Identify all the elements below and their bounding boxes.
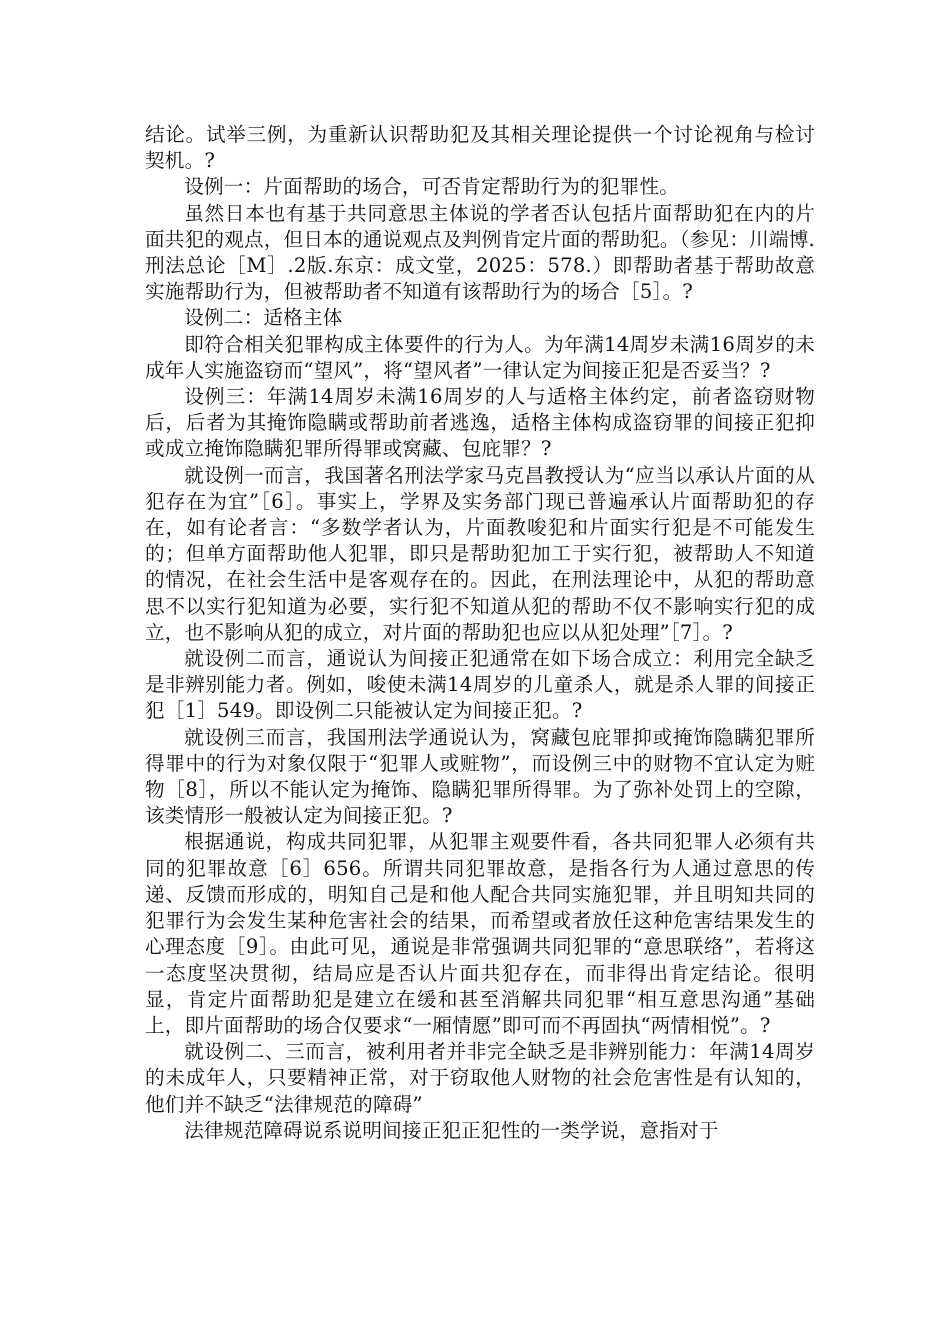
paragraph: 就设例二而言，通说认为间接正犯通常在如下场合成立：利用完全缺乏是非辨别能力者。例如，唆使未满14周岁的儿童杀人，就是杀人罪的间接正犯［1］549。即设例二只能被认定为间接正犯。? <box>145 647 815 723</box>
paragraph: 设例二：适格主体 <box>184 306 343 330</box>
paragraph: 根据通说，构成共同犯罪，从犯罪主观要件看，各共同犯罪人必须有共同的犯罪故意［6］656。所谓共同犯罪故意，是指各行为人通过意思的传递、反馈而形成的，明知自己是和他人配合共同实施犯罪，并且明知共同的犯罪行为会发生某种危害社会的结果，而希望或者放任这种危害结果发生的心理态度［9］。由此可见，通说是非常强调共同犯罪的“意思联络”，若将这一态度坚决贯彻，结局应是否认片面共犯存在，而非得出肯定结论。很明显，肯定片面帮助犯是建立在缓和甚至消解共同犯罪“相互意思沟通”基础上，即片面帮助的场合仅要求“一厢情愿”即可而不再固执“两情相悦”。? <box>145 830 815 1037</box>
paragraph: 法律规范障碍说系说明间接正犯正犯性的一类学说，意指对于 <box>184 1118 719 1142</box>
paragraph: 就设例二、三而言，被利用者并非完全缺乏是非辨别能力：年满14周岁的未成年人，只要精神正常，对于窃取他人财物的社会危害性是有认知的，他们并不缺乏“法律规范的障碍” <box>145 1040 815 1116</box>
paragraph: 虽然日本也有基于共同意思主体说的学者否认包括片面帮助犯在内的片面共犯的观点，但日本的通说观点及判例肯定片面的帮助犯。（参见：川端博.刑法总论［M］.2版.东京：成文堂，2025：578.）即帮助者基于帮助故意实施帮助行为，但被帮助者不知道有该帮助行为的场合［5］。? <box>145 201 815 304</box>
body-text <box>145 122 815 1144</box>
paragraph: 就设例三而言，我国刑法学通说认为，窝藏包庇罪抑或掩饰隐瞒犯罪所得罪中的行为对象仅限于“犯罪人或赃物”，而设例三中的财物不宜认定为赃物［8］，所以不能认定为掩饰、隐瞒犯罪所得罪。为了弥补处罚上的空隙，该类情形一般被认定为间接正犯。? <box>145 725 815 828</box>
paragraph: 结论。试举三例，为重新认识帮助犯及其相关理论提供一个讨论视角与检讨契机。? <box>145 123 815 173</box>
paragraph: 设例三：年满14周岁未满16周岁的人与适格主体约定，前者盗窃财物后，后者为其掩饰隐瞒或帮助前者逃逸，适格主体构成盗窃罪的间接正犯抑或成立掩饰隐瞒犯罪所得罪或窝藏、包庇罪？? <box>145 385 815 461</box>
paragraph: 就设例一而言，我国著名刑法学家马克昌教授认为“应当以承认片面的从犯存在为宜”［6］。事实上，学界及实务部门现已普遍承认片面帮助犯的存在，如有论者言：“多数学者认为，片面教唆犯和片面实行犯是不可能发生的；但单方面帮助他人犯罪，即只是帮助犯加工于实行犯，被帮助人不知道的情况，在社会生活中是客观存在的。因此，在刑法理论中，从犯的帮助意思不以实行犯知道为必要，实行犯不知道从犯的帮助不仅不影响实行犯的成立，也不影响从犯的成立，对片面的帮助犯也应以从犯处理”［7］。? <box>145 463 815 644</box>
paragraph: 即符合相关犯罪构成主体要件的行为人。为年满14周岁未满16周岁的未成年人实施盗窃而“望风”，将“望风者”一律认定为间接正犯是否妥当？? <box>145 332 815 382</box>
paragraph: 设例一：片面帮助的场合，可否肯定帮助行为的犯罪性。 <box>184 175 680 199</box>
